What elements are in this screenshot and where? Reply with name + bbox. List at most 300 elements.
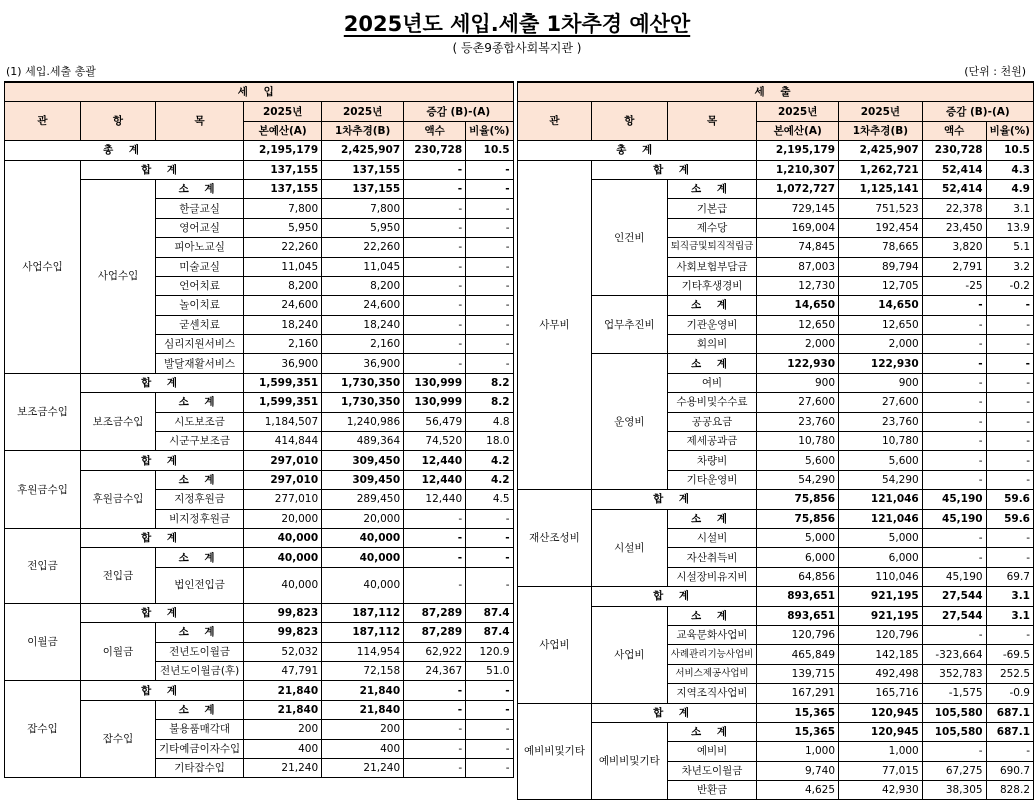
change-amount-cell: -	[404, 335, 466, 354]
sum-label: 합 계	[81, 603, 244, 622]
budget-b-cell: 2,425,907	[839, 141, 923, 160]
budget-a-cell: 122,930	[757, 354, 839, 373]
change-amount-cell: 3,820	[922, 238, 986, 257]
col-mok-header: 목	[667, 102, 757, 141]
col-b-header: 1차추경(B)	[322, 121, 404, 140]
budget-b-cell: 165,716	[839, 684, 923, 703]
hang-cell: 보조금수입	[81, 393, 156, 451]
budget-b-cell: 120,945	[839, 703, 923, 722]
change-rate-cell: -	[986, 432, 1033, 451]
subtotal-label: 소 계	[667, 722, 757, 741]
change-amount-cell: -	[922, 373, 986, 392]
budget-a-cell: 1,184,507	[244, 412, 322, 431]
subtotal-label: 소 계	[156, 393, 244, 412]
mok-cell: 회의비	[667, 335, 757, 354]
col-change-header: 증감 (B)-(A)	[922, 102, 1033, 121]
budget-b-cell: 21,840	[322, 681, 404, 700]
change-rate-cell: 59.6	[986, 509, 1033, 528]
budget-a-cell: 200	[244, 720, 322, 739]
change-amount-cell: -323,664	[922, 645, 986, 664]
mok-cell: 발달재활서비스	[156, 354, 244, 373]
budget-a-cell: 6,000	[757, 548, 839, 567]
subtotal-row	[518, 509, 1034, 528]
change-amount-cell: -	[922, 625, 986, 644]
budget-a-cell: 297,010	[244, 470, 322, 489]
change-amount-cell: -	[922, 742, 986, 761]
change-amount-cell: -	[404, 758, 466, 777]
budget-a-cell: 277,010	[244, 490, 322, 509]
subtotal-row	[518, 179, 1034, 198]
budget-a-cell: 139,715	[757, 664, 839, 683]
budget-b-cell: 120,945	[839, 722, 923, 741]
change-rate-cell: -	[986, 470, 1033, 489]
change-rate-cell: 687.1	[986, 703, 1033, 722]
col-rate-header: 비율(%)	[466, 121, 513, 140]
budget-b-cell: 12,705	[839, 276, 923, 295]
change-rate-cell: -	[986, 451, 1033, 470]
change-amount-cell: 45,190	[922, 567, 986, 586]
mok-cell: 전년도이월금(후)	[156, 661, 244, 680]
section-label: (1) 세입.세출 총괄	[6, 65, 96, 78]
hang-cell: 사업수입	[81, 179, 156, 373]
change-amount-cell: -	[922, 548, 986, 567]
budget-b-cell: 120,796	[839, 625, 923, 644]
change-amount-cell: 230,728	[922, 141, 986, 160]
change-rate-cell: 4.2	[466, 470, 513, 489]
change-amount-cell: 130,999	[404, 393, 466, 412]
gwan-cell: 예비비및기타	[518, 703, 592, 800]
subtotal-row	[518, 354, 1034, 373]
budget-a-cell: 169,004	[757, 218, 839, 237]
change-amount-cell: 105,580	[922, 722, 986, 741]
budget-b-cell: 23,760	[839, 412, 923, 431]
budget-b-cell: 1,240,986	[322, 412, 404, 431]
budget-b-cell: 5,000	[839, 528, 923, 547]
budget-b-cell: 54,290	[839, 470, 923, 489]
hang-cell: 예비비및기타	[591, 722, 667, 800]
change-rate-cell: 13.9	[986, 218, 1033, 237]
budget-b-cell: 309,450	[322, 451, 404, 470]
col-year-b-header: 2025년	[839, 102, 923, 121]
mok-cell: 공공요금	[667, 412, 757, 431]
budget-b-cell: 11,045	[322, 257, 404, 276]
sum-label: 합 계	[81, 373, 244, 392]
subtotal-label: 소 계	[156, 179, 244, 198]
change-amount-cell: -	[922, 315, 986, 334]
banner-row	[5, 82, 514, 102]
budget-b-cell: 22,260	[322, 238, 404, 257]
change-rate-cell: -	[466, 296, 513, 315]
change-amount-cell: -1,575	[922, 684, 986, 703]
gwan-cell: 이월금	[5, 603, 81, 681]
change-rate-cell: -	[986, 528, 1033, 547]
unit-label: (단위 : 천원)	[964, 65, 1026, 78]
change-amount-cell: -	[404, 681, 466, 700]
budget-a-cell: 400	[244, 739, 322, 758]
mok-cell: 심리지원서비스	[156, 335, 244, 354]
budget-a-cell: 21,840	[244, 681, 322, 700]
sum-label: 합 계	[81, 451, 244, 470]
budget-a-cell: 2,160	[244, 335, 322, 354]
change-rate-cell: -	[986, 296, 1033, 315]
change-rate-cell: -	[466, 681, 513, 700]
budget-a-cell: 1,000	[757, 742, 839, 761]
sum-label: 합 계	[591, 160, 756, 179]
sum-label: 합 계	[81, 160, 244, 179]
change-amount-cell: -	[922, 412, 986, 431]
mok-cell: 전년도이월금	[156, 642, 244, 661]
budget-b-cell: 122,930	[839, 354, 923, 373]
mok-cell: 시설장비유지비	[667, 567, 757, 586]
mok-cell: 차년도이월금	[667, 761, 757, 780]
budget-a-cell: 18,240	[244, 315, 322, 334]
subtotal-row	[5, 623, 514, 642]
sum-row	[5, 373, 514, 392]
change-rate-cell: -0.9	[986, 684, 1033, 703]
mok-cell: 한글교실	[156, 199, 244, 218]
mok-cell: 수용비및수수료	[667, 393, 757, 412]
sum-row	[518, 160, 1034, 179]
budget-b-cell: 309,450	[322, 470, 404, 489]
budget-b-cell: 2,425,907	[322, 141, 404, 160]
budget-a-cell: 15,365	[757, 703, 839, 722]
mok-cell: 굳센치료	[156, 315, 244, 334]
col-amount-header: 액수	[922, 121, 986, 140]
budget-b-cell: 36,900	[322, 354, 404, 373]
mok-cell: 법인전입금	[156, 567, 244, 603]
change-rate-cell: 4.3	[986, 160, 1033, 179]
budget-a-cell: 465,849	[757, 645, 839, 664]
mok-cell: 놀이치료	[156, 296, 244, 315]
budget-b-cell: 1,125,141	[839, 179, 923, 198]
subtotal-row	[5, 470, 514, 489]
change-rate-cell: 3.2	[986, 257, 1033, 276]
gwan-cell: 후원금수입	[5, 451, 81, 529]
change-amount-cell: -	[404, 257, 466, 276]
budget-b-cell: 2,000	[839, 335, 923, 354]
change-amount-cell: 87,289	[404, 603, 466, 622]
grand-total-label: 총 계	[5, 141, 244, 160]
change-amount-cell: 38,305	[922, 781, 986, 800]
budget-a-cell: 99,823	[244, 603, 322, 622]
subtotal-label: 소 계	[667, 354, 757, 373]
change-amount-cell: -	[404, 528, 466, 547]
change-rate-cell: -	[466, 238, 513, 257]
col-a-header: 본예산(A)	[244, 121, 322, 140]
budget-b-cell: 921,195	[839, 606, 923, 625]
mok-cell: 사례관리기능사업비	[667, 645, 757, 664]
change-rate-cell: 69.7	[986, 567, 1033, 586]
budget-b-cell: 2,160	[322, 335, 404, 354]
mok-cell: 기본급	[667, 199, 757, 218]
header-row	[518, 102, 1034, 121]
budget-b-cell: 1,000	[839, 742, 923, 761]
mok-cell: 비지정후원금	[156, 509, 244, 528]
gwan-cell: 잡수입	[5, 681, 81, 778]
budget-a-cell: 137,155	[244, 160, 322, 179]
change-amount-cell: 52,414	[922, 179, 986, 198]
mok-cell: 퇴직금및퇴직적립금	[667, 238, 757, 257]
mok-cell: 시군구보조금	[156, 432, 244, 451]
change-rate-cell: -	[466, 179, 513, 198]
budget-b-cell: 14,650	[839, 296, 923, 315]
col-year-b-header: 2025년	[322, 102, 404, 121]
header-row	[5, 102, 514, 121]
hang-cell: 후원금수입	[81, 470, 156, 528]
budget-a-cell: 7,800	[244, 199, 322, 218]
change-rate-cell: -	[466, 509, 513, 528]
change-amount-cell: -	[404, 218, 466, 237]
budget-a-cell: 23,760	[757, 412, 839, 431]
change-rate-cell: 87.4	[466, 603, 513, 622]
change-rate-cell: -	[466, 739, 513, 758]
change-amount-cell: 27,544	[922, 587, 986, 606]
budget-b-cell: 77,015	[839, 761, 923, 780]
subtotal-label: 소 계	[156, 623, 244, 642]
hang-cell: 인건비	[591, 179, 667, 295]
budget-a-cell: 9,740	[757, 761, 839, 780]
budget-b-cell: 10,780	[839, 432, 923, 451]
budget-a-cell: 21,840	[244, 700, 322, 719]
col-change-header: 증감 (B)-(A)	[404, 102, 513, 121]
change-rate-cell: -	[986, 393, 1033, 412]
sum-row	[518, 587, 1034, 606]
change-amount-cell: 45,190	[922, 490, 986, 509]
mok-cell: 기관운영비	[667, 315, 757, 334]
budget-a-cell: 11,045	[244, 257, 322, 276]
change-rate-cell: 10.5	[466, 141, 513, 160]
budget-b-cell: 137,155	[322, 160, 404, 179]
budget-b-cell: 121,046	[839, 509, 923, 528]
budget-b-cell: 72,158	[322, 661, 404, 680]
change-rate-cell: -	[986, 354, 1033, 373]
col-hang-header: 항	[81, 102, 156, 141]
change-amount-cell: 56,479	[404, 412, 466, 431]
budget-a-cell: 47,791	[244, 661, 322, 680]
change-amount-cell: -	[404, 567, 466, 603]
budget-a-cell: 87,003	[757, 257, 839, 276]
budget-b-cell: 24,600	[322, 296, 404, 315]
change-rate-cell: 10.5	[986, 141, 1033, 160]
sum-label: 합 계	[591, 490, 756, 509]
change-amount-cell: -	[922, 451, 986, 470]
change-rate-cell: -	[466, 315, 513, 334]
subtotal-label: 소 계	[667, 179, 757, 198]
change-rate-cell: -	[466, 567, 513, 603]
budget-a-cell: 40,000	[244, 548, 322, 567]
col-mok-header: 목	[156, 102, 244, 141]
col-year-a-header: 2025년	[244, 102, 322, 121]
mok-cell: 피아노교실	[156, 238, 244, 257]
budget-a-cell: 2,000	[757, 335, 839, 354]
budget-b-cell: 8,200	[322, 276, 404, 295]
budget-b-cell: 110,046	[839, 567, 923, 586]
mok-cell: 예비비	[667, 742, 757, 761]
change-rate-cell: -	[986, 412, 1033, 431]
change-amount-cell: 23,450	[922, 218, 986, 237]
change-amount-cell: 45,190	[922, 509, 986, 528]
budget-b-cell: 492,498	[839, 664, 923, 683]
budget-b-cell: 751,523	[839, 199, 923, 218]
change-amount-cell: 67,275	[922, 761, 986, 780]
change-amount-cell: 12,440	[404, 490, 466, 509]
budget-a-cell: 75,856	[757, 509, 839, 528]
budget-b-cell: 21,240	[322, 758, 404, 777]
change-rate-cell: 828.2	[986, 781, 1033, 800]
budget-b-cell: 40,000	[322, 548, 404, 567]
col-year-a-header: 2025년	[757, 102, 839, 121]
budget-a-cell: 1,599,351	[244, 373, 322, 392]
change-amount-cell: -	[404, 179, 466, 198]
change-amount-cell: 24,367	[404, 661, 466, 680]
budget-a-cell: 1,599,351	[244, 393, 322, 412]
sum-row	[518, 490, 1034, 509]
subtotal-row	[5, 548, 514, 567]
mok-cell: 영어교실	[156, 218, 244, 237]
hang-cell: 이월금	[81, 623, 156, 681]
budget-a-cell: 36,900	[244, 354, 322, 373]
change-amount-cell: -	[922, 393, 986, 412]
change-amount-cell: -	[404, 354, 466, 373]
change-amount-cell: 52,414	[922, 160, 986, 179]
change-rate-cell: -	[466, 758, 513, 777]
change-rate-cell: 18.0	[466, 432, 513, 451]
gwan-cell: 사업비	[518, 587, 592, 703]
change-amount-cell: 12,440	[404, 470, 466, 489]
change-amount-cell: -	[404, 238, 466, 257]
col-b-header: 1차추경(B)	[839, 121, 923, 140]
hang-cell: 전입금	[81, 548, 156, 603]
gwan-cell: 사업수입	[5, 160, 81, 373]
budget-a-cell: 10,780	[757, 432, 839, 451]
change-rate-cell: -	[986, 742, 1033, 761]
change-rate-cell: 4.9	[986, 179, 1033, 198]
change-amount-cell: -	[922, 528, 986, 547]
change-amount-cell: -	[922, 296, 986, 315]
budget-a-cell: 893,651	[757, 587, 839, 606]
sum-label: 합 계	[81, 681, 244, 700]
expense-table	[517, 81, 1034, 800]
budget-a-cell: 297,010	[244, 451, 322, 470]
change-rate-cell: -	[986, 625, 1033, 644]
change-rate-cell: -	[466, 720, 513, 739]
change-amount-cell: -	[404, 160, 466, 179]
budget-a-cell: 75,856	[757, 490, 839, 509]
sum-row	[518, 703, 1034, 722]
budget-a-cell: 729,145	[757, 199, 839, 218]
mok-cell: 교육문화사업비	[667, 625, 757, 644]
mok-cell: 기타예금이자수입	[156, 739, 244, 758]
sum-row	[5, 528, 514, 547]
revenue-table	[4, 81, 514, 778]
change-rate-cell: -	[466, 218, 513, 237]
change-rate-cell: 252.5	[986, 664, 1033, 683]
subtotal-row	[518, 296, 1034, 315]
change-rate-cell: 3.1	[986, 587, 1033, 606]
change-rate-cell: -0.2	[986, 276, 1033, 295]
budget-b-cell: 6,000	[839, 548, 923, 567]
budget-b-cell: 921,195	[839, 587, 923, 606]
change-rate-cell: 120.9	[466, 642, 513, 661]
mok-cell: 지정후원금	[156, 490, 244, 509]
subtotal-label: 소 계	[667, 296, 757, 315]
budget-a-cell: 12,650	[757, 315, 839, 334]
sum-label: 합 계	[591, 703, 756, 722]
budget-a-cell: 24,600	[244, 296, 322, 315]
mok-cell: 서비스제공사업비	[667, 664, 757, 683]
budget-a-cell: 12,730	[757, 276, 839, 295]
change-amount-cell: 105,580	[922, 703, 986, 722]
budget-a-cell: 893,651	[757, 606, 839, 625]
change-rate-cell: -	[986, 315, 1033, 334]
grand-total-row	[518, 141, 1034, 160]
budget-a-cell: 137,155	[244, 179, 322, 198]
change-rate-cell: 4.5	[466, 490, 513, 509]
change-amount-cell: -	[404, 199, 466, 218]
change-rate-cell: -	[466, 199, 513, 218]
subtotal-row	[5, 393, 514, 412]
change-amount-cell: 74,520	[404, 432, 466, 451]
col-gwan-header: 관	[5, 102, 81, 141]
budget-a-cell: 64,856	[757, 567, 839, 586]
change-amount-cell: 230,728	[404, 141, 466, 160]
expense-banner: 세 출	[518, 82, 1034, 102]
budget-b-cell: 289,450	[322, 490, 404, 509]
change-amount-cell: -	[404, 700, 466, 719]
gwan-cell: 전입금	[5, 528, 81, 603]
subtotal-row	[5, 700, 514, 719]
mok-cell: 기타잡수입	[156, 758, 244, 777]
budget-b-cell: 89,794	[839, 257, 923, 276]
mok-cell: 여비	[667, 373, 757, 392]
gwan-cell: 재산조성비	[518, 490, 592, 587]
budget-b-cell: 7,800	[322, 199, 404, 218]
change-rate-cell: 687.1	[986, 722, 1033, 741]
mok-cell: 불용품매각대	[156, 720, 244, 739]
change-rate-cell: 4.8	[466, 412, 513, 431]
hang-cell: 사업비	[591, 606, 667, 703]
budget-a-cell: 40,000	[244, 528, 322, 547]
grand-total-label: 총 계	[518, 141, 757, 160]
subtotal-label: 소 계	[156, 470, 244, 489]
budget-b-cell: 20,000	[322, 509, 404, 528]
budget-b-cell: 78,665	[839, 238, 923, 257]
sum-row	[5, 451, 514, 470]
budget-a-cell: 22,260	[244, 238, 322, 257]
mok-cell: 자산취득비	[667, 548, 757, 567]
budget-a-cell: 414,844	[244, 432, 322, 451]
change-amount-cell: -	[922, 335, 986, 354]
budget-b-cell: 1,262,721	[839, 160, 923, 179]
change-rate-cell: -	[466, 548, 513, 567]
page-subtitle: ( 등촌9종합사회복지관 )	[452, 41, 582, 55]
change-rate-cell: -	[466, 528, 513, 547]
budget-a-cell: 2,195,179	[244, 141, 322, 160]
change-amount-cell: -	[404, 720, 466, 739]
change-amount-cell: -	[404, 315, 466, 334]
hang-cell: 운영비	[591, 354, 667, 490]
gwan-cell: 보조금수입	[5, 373, 81, 451]
change-amount-cell: 27,544	[922, 606, 986, 625]
budget-b-cell: 21,840	[322, 700, 404, 719]
subtotal-label: 소 계	[156, 548, 244, 567]
budget-a-cell: 4,625	[757, 781, 839, 800]
budget-a-cell: 167,291	[757, 684, 839, 703]
subtotal-label: 소 계	[667, 509, 757, 528]
change-amount-cell: 130,999	[404, 373, 466, 392]
change-rate-cell: 51.0	[466, 661, 513, 680]
budget-b-cell: 5,600	[839, 451, 923, 470]
